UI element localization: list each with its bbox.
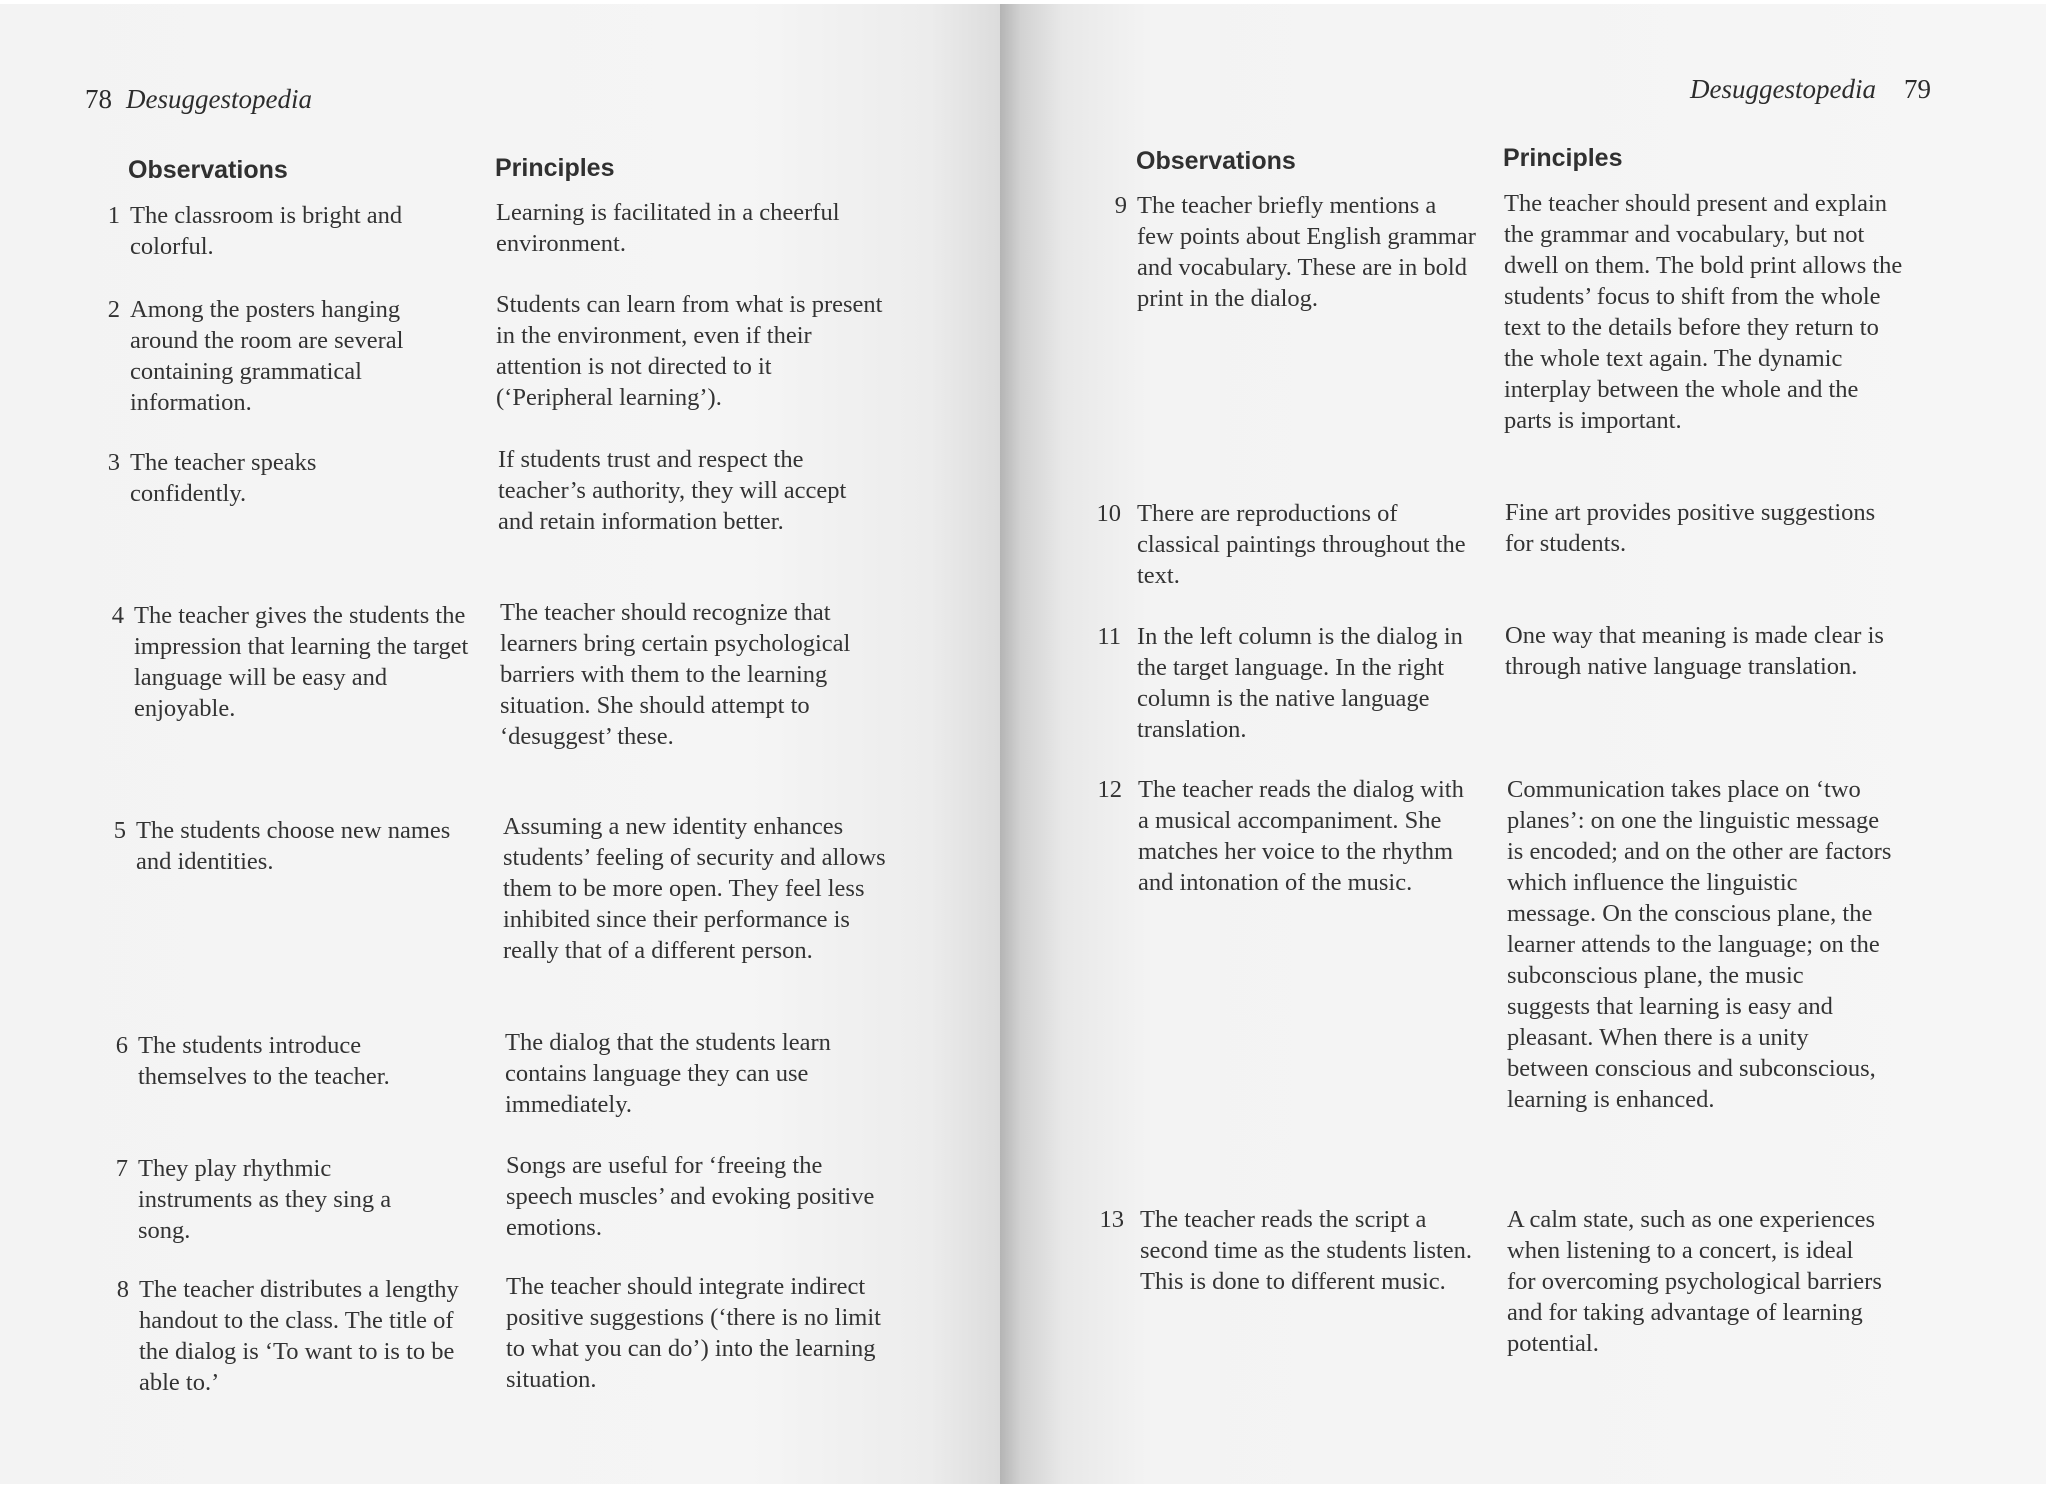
right-running-title: Desuggestopedia [1690, 74, 1876, 104]
principle-7: Songs are useful for ‘freeing the speech muscles’ and evoking positive emotions. [506, 1152, 875, 1241]
principle-12: Communication takes place on ‘two planes’: on one the linguistic message is encoded; and on the other are factors which influence the linguistic message. On the conscious plane, the learner attends to the language; on the subconscious plane, the music suggests that learning is easy and pleasant. When there is a unity between conscious and subconscious, learning is enhanced. [1507, 776, 1892, 1113]
principle-2: Students can learn from what is present in the environment, even if their attention is not directed to it (‘Peripheral learning’). [496, 291, 883, 411]
observation-11 [1097, 621, 1482, 745]
observation-number: 11 [1097, 623, 1121, 650]
principle-9: The teacher should present and explain the grammar and vocabulary, but not dwell on them. The bold print allows the students’ focus to shift from the whole text to the details before they return to the whole text again. The dynamic interplay between the whole and the parts is important. [1504, 190, 1903, 434]
right-observations-header: Observations [1136, 147, 1296, 175]
left-page [0, 4, 1000, 1484]
observation-text: The students choose new names and identities. [136, 817, 451, 875]
left-running-title: Desuggestopedia [126, 84, 312, 114]
observation-text: The teacher reads the script a second time as the students listen. This is done to different music. [1140, 1206, 1473, 1295]
left-page-number: 78 [85, 84, 112, 114]
left-observations-header: Observations [128, 156, 288, 184]
principle-3: If students trust and respect the teacher’s authority, they will accept and retain information better. [498, 446, 847, 535]
observation-text: The classroom is bright and colorful. [130, 202, 403, 260]
observation-text: Among the posters hanging around the room are several containing grammatical information. [130, 296, 404, 416]
observation-8 [116, 1274, 469, 1398]
observation-number: 12 [1097, 776, 1122, 803]
observation-number: 3 [107, 449, 120, 476]
principle-5: Assuming a new identity enhances students’ feeling of security and allows them to be more open. They feel less inhibited since their performance is really that of a different person. [503, 813, 886, 964]
observation-text: The teacher speaks confidently. [130, 449, 317, 507]
observation-number: 5 [113, 817, 126, 844]
right-principles-header: Principles [1503, 144, 1623, 172]
principle-6: The dialog that the students learn contains language they can use immediately. [505, 1029, 831, 1118]
observation-number: 8 [116, 1276, 129, 1303]
observation-text: In the left column is the dialog in the target language. In the right column is the native language translation. [1137, 623, 1463, 743]
observation-10 [1096, 498, 1472, 591]
observation-7 [115, 1153, 448, 1246]
principle-8: The teacher should integrate indirect positive suggestions (‘there is no limit to what you can do’) into the learning situation. [506, 1273, 881, 1393]
observation-5 [113, 815, 456, 877]
observation-number: 2 [107, 296, 120, 323]
observation-number: 7 [115, 1155, 128, 1182]
observation-4 [111, 600, 484, 724]
observation-number: 1 [107, 202, 120, 229]
observation-number: 9 [1114, 192, 1127, 219]
observation-13 [1099, 1204, 1485, 1297]
right-running-head [1690, 74, 1931, 105]
observation-text: There are reproductions of classical paintings throughout the text. [1137, 500, 1466, 589]
principle-10: Fine art provides positive suggestions for students. [1505, 499, 1876, 557]
principle-1: Learning is facilitated in a cheerful environment. [496, 199, 840, 257]
left-running-head [85, 84, 312, 115]
right-page-number: 79 [1904, 74, 1931, 104]
observation-text: The teacher distributes a lengthy handout to the class. The title of the dialog is ‘To want to is to be able to.’ [139, 1276, 459, 1396]
observation-1 [107, 200, 460, 262]
observation-number: 13 [1099, 1206, 1124, 1233]
observation-text: The teacher briefly mentions a few points about English grammar and vocabulary. These are in bold print in the dialog. [1137, 192, 1476, 312]
observation-text: The teacher gives the students the impression that learning the target language will be easy and enjoyable. [134, 602, 469, 722]
principle-4: The teacher should recognize that learners bring certain psychological barriers with them to the learning situation. She should attempt to ‘desuggest’ these. [500, 599, 851, 750]
observation-number: 4 [111, 602, 124, 629]
observation-text: The teacher reads the dialog with a musical accompaniment. She matches her voice to the rhythm and intonation of the music. [1138, 776, 1464, 896]
observation-text: The students introduce themselves to the teacher. [138, 1032, 390, 1090]
observation-3 [107, 447, 430, 509]
observation-12 [1097, 774, 1478, 898]
right-page [1000, 4, 2046, 1484]
observation-6 [115, 1030, 458, 1092]
observation-text: They play rhythmic instruments as they sing a song. [138, 1155, 392, 1244]
observation-9 [1114, 190, 1477, 314]
observation-number: 10 [1096, 500, 1121, 527]
left-principles-header: Principles [495, 154, 615, 182]
observation-2 [107, 294, 450, 418]
observation-number: 6 [115, 1032, 128, 1059]
principle-13: A calm state, such as one experiences when listening to a concert, is ideal for overcoming psychological barriers and for taking advantage of learning potential. [1507, 1206, 1882, 1357]
principle-11: One way that meaning is made clear is through native language translation. [1505, 622, 1884, 680]
